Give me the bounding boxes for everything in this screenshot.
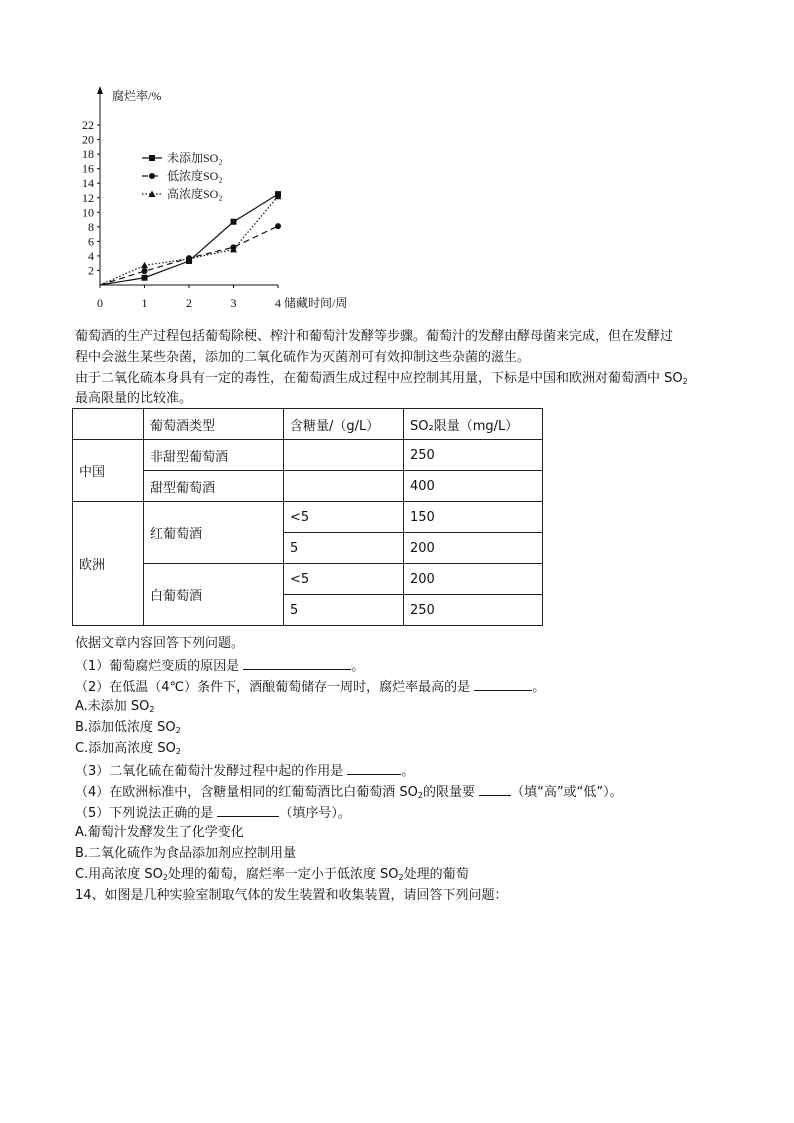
table-header-cell [73,409,144,440]
y-tick-label: 12 [82,190,94,205]
sugar-cell [284,471,404,502]
article-p1-line2: 程中会滋生某些杂菌，添加的二氧化硫作为灭菌剂可有效抑制这些杂菌的滋生。 [75,350,531,365]
table-row [73,471,543,502]
q5-option-a: A.葡萄汁发酵发生了化学变化 [75,825,244,840]
limit-cell: 150 [404,502,543,533]
question-2: （2）在低温（4℃）条件下，酒酿葡萄储存一周时，腐烂率最高的是 。 [75,676,545,697]
y-tick-label: 16 [82,161,94,176]
data-point [275,223,281,229]
limit-cell: 200 [404,533,543,564]
x-tick-label: 0 [97,296,103,310]
y-tick-label: 2 [88,263,94,278]
y-ticks [82,118,100,277]
table-header-row [73,409,543,440]
rot-rate-chart [70,80,370,320]
sugar-cell: 5 [284,533,404,564]
x-tick-label: 3 [230,296,237,310]
data-point [142,268,148,274]
x-tick-label: 2 [186,296,192,310]
legend-marker [149,173,155,179]
question-5: （5）下列说法正确的是 （填序号）。 [75,802,351,823]
sugar-cell: 5 [284,595,404,626]
wine-type-cell: 非甜型葡萄酒 [144,440,284,471]
wine-type-cell-white: 白葡萄酒 [144,564,284,626]
table-row [73,440,543,471]
q5-option-c: C.用高浓度 $SO_2$处理的葡萄，腐烂率一定小于低浓度 $SO_2$处理的葡萄 [75,867,469,882]
y-tick-label: 22 [82,118,94,133]
question-4: （4）在欧洲标准中，含糖量相同的红葡萄酒比白葡萄酒 $SO_2$的限量要 （填“高”或“低”）。 [75,781,623,805]
region-cell-china: 中国 [73,440,144,502]
sugar-cell: <5 [284,502,404,533]
y-tick-label: 18 [82,147,94,162]
x-ticks [97,285,281,310]
wine-type-cell: 甜型葡萄酒 [144,471,284,502]
chart-legend [142,150,223,201]
q2-option-c: C.添加高浓度 $SO_2$ [75,741,181,756]
wine-type-cell-red: 红葡萄酒 [144,502,284,564]
y-axis-label: 腐烂率/% [112,89,162,103]
article-p2-line1: 由于二氧化硫本身具有一定的毒性，在葡萄酒生成过程中应控制其用量，下标是中国和欧洲对葡萄酒中 $SO_2$ [75,371,688,386]
question-3: （3）二氧化硫在葡萄汁发酵过程中起的作用是 。 [75,760,414,781]
data-point [231,219,237,225]
data-point [141,262,148,269]
question-14: 14、如图是几种实验室制取气体的发生装置和收集装置，请回答下列问题： [75,888,508,903]
table-row [73,502,543,533]
legend-label: 未添加SO₂ [167,151,223,165]
x-tick-label: 1 [141,296,148,310]
legend-label: 高浓度SO₂ [167,187,223,201]
so2-limit-table [72,408,543,626]
legend-label: 低浓度SO₂ [167,169,223,183]
q5-option-b: B.二氧化硫作为食品添加剂应控制用量 [75,846,297,861]
limit-cell: 250 [404,595,543,626]
y-tick-label: 8 [88,219,94,234]
x-axis-label: 储藏时间/周 [284,296,348,310]
limit-cell: 200 [404,564,543,595]
table-header-cell: SO₂限量（mg/L） [404,409,543,440]
data-point [142,275,148,281]
questions-intro: 依据文章内容回答下列问题。 [75,636,245,651]
x-tick-label: 4 [275,296,281,310]
q2-option-b: B.添加低浓度 $SO_2$ [75,720,181,735]
y-tick-label: 6 [88,234,94,249]
y-tick-label: 20 [82,132,94,147]
answer-blank-3[interactable] [347,760,401,775]
sugar-cell: <5 [284,564,404,595]
table-row [73,564,543,595]
article-p1-line1: 葡萄酒的生产过程包括葡萄除梗、榨汁和葡萄汁发酵等步骤。葡萄汁的发酵由酵母菌来完成，但在发酵过 [75,329,674,344]
region-cell-europe: 欧洲 [73,502,144,626]
answer-blank-1[interactable] [243,655,351,670]
legend-marker [149,155,155,161]
table-header-cell: 含糖量/（g/L） [284,409,404,440]
series-line [100,194,278,285]
chart-series [100,191,282,285]
article-p2-line2: 最高限量的比较准。 [75,391,193,406]
limit-cell: 400 [404,471,543,502]
q2-option-a: A.未添加 $SO_2$ [75,699,155,714]
y-tick-label: 4 [88,248,94,263]
series-line [100,196,278,285]
question-1: （1）葡萄腐烂变质的原因是 。 [75,655,364,676]
answer-blank-4[interactable] [479,781,511,796]
table-header-cell: 葡萄酒类型 [144,409,284,440]
answer-blank-2[interactable] [474,676,532,691]
y-tick-label: 10 [82,205,94,220]
sugar-cell [284,440,404,471]
limit-cell: 250 [404,440,543,471]
answer-blank-5[interactable] [217,802,279,817]
y-tick-label: 14 [82,176,94,191]
